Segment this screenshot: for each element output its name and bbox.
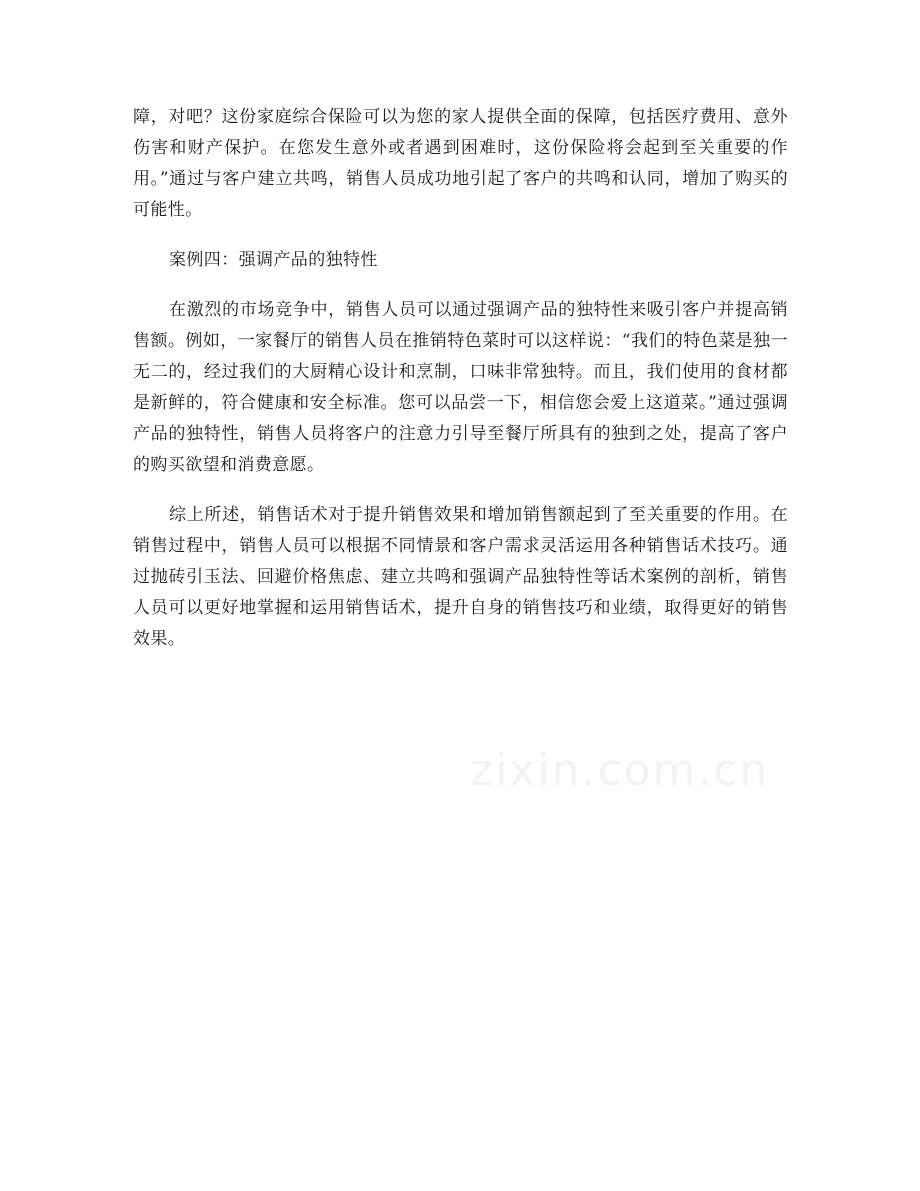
- case-four-heading: 案例四：强调产品的独特性: [169, 250, 378, 270]
- paragraph-conclusion: 综上所述，销售话术对于提升销售效果和增加销售额起到了至关重要的作用。在销售过程中，销售人员可以根据不同情景和客户需求灵活运用各种销售话术技巧。通过抛砖引玉法、回避价格焦虑、建立共鸣和强调产品独特性等话术案例的剖析，销售人员可以更好地掌握和运用销售话术，提升自身的销售技巧和业绩，取得更好的销售效果。: [133, 505, 788, 649]
- watermark-text: zixin.com.cn: [470, 745, 770, 796]
- paragraph-product-uniqueness: 在激烈的市场竞争中，销售人员可以通过强调产品的独特性来吸引客户并提高销售额。例如，一家餐厅的销售人员在推销特色菜时可以这样说：“我们的特色菜是独一无二的，经过我们的大厨精心设计和烹制，口味非常独特。而且，我们使用的食材都是新鲜的，符合健康和安全标准。您可以品尝一下，相信您会爱上这道菜。”通过强调产品的独特性，销售人员将客户的注意力引导至餐厅所具有的独到之处，提高了客户的购买欲望和消费意愿。: [133, 300, 788, 475]
- paragraph-insurance-case-ending: 障，对吧？这份家庭综合保险可以为您的家人提供全面的保障，包括医疗费用、意外伤害和财产保护。在您发生意外或者遇到困难时，这份保险将会起到至关重要的作用。”通过与客户建立共鸣，销售人员成功地引起了客户的共鸣和认同，增加了购买的可能性。: [133, 107, 788, 220]
- document-body: [133, 102, 788, 655]
